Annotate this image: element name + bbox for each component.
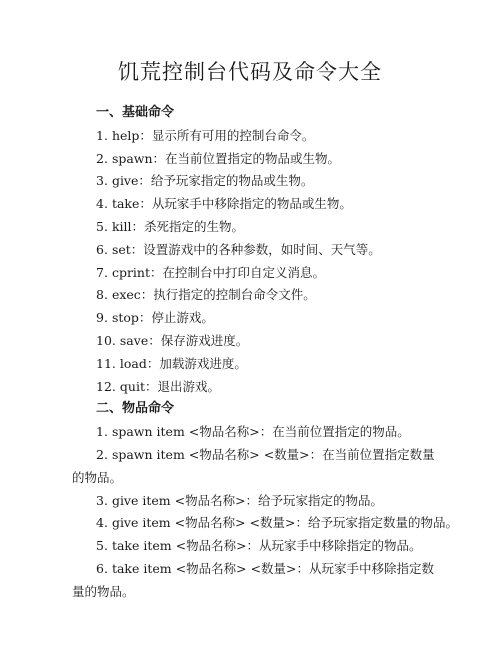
item-text: set：设置游戏中的各种参数，如时间、天气等。 (111, 241, 381, 257)
list-item (72, 239, 440, 262)
item-text: quit：退出游戏。 (119, 378, 220, 394)
item-number: 4. (96, 515, 108, 531)
item-number: 10. (96, 332, 116, 348)
list-item (72, 330, 440, 353)
item-number: 4. (96, 196, 108, 212)
item-number: 7. (96, 264, 108, 280)
item-text: kill：杀死指定的生物。 (111, 218, 245, 234)
list-item (72, 307, 440, 330)
item-text: load：加载游戏进度。 (119, 355, 247, 371)
list-item (72, 353, 440, 376)
list-item (72, 512, 458, 535)
item-number: 1. (96, 127, 108, 143)
item-number: 6. (96, 241, 108, 257)
item-text: spawn：在当前位置指定的物品或生物。 (111, 150, 341, 166)
item-text: save：保存游戏进度。 (119, 332, 249, 348)
list-item (72, 421, 440, 444)
list-item (72, 535, 440, 558)
item-number: 1. (96, 424, 108, 440)
item-text: give：给予玩家指定的物品或生物。 (111, 173, 314, 189)
item-text: take：从玩家手中移除指定的物品或生物。 (111, 196, 352, 212)
item-text: spawn item <物品名称>：在当前位置指定的物品。 (111, 424, 410, 440)
item-text: help：显示所有可用的控制台命令。 (111, 127, 315, 143)
list-item (72, 170, 440, 193)
list-item (0, 444, 440, 490)
list-item (72, 125, 440, 148)
item-number: 6. (96, 560, 108, 576)
item-number: 11. (96, 355, 116, 371)
item-text: stop：停止游戏。 (111, 310, 214, 326)
list-item (72, 148, 440, 171)
item-number: 8. (96, 287, 108, 303)
item-text: cprint：在控制台中打印自定义消息。 (111, 264, 325, 280)
list-item (72, 376, 440, 399)
document-title: 饥荒控制台代码及命令大全 (118, 60, 382, 84)
item-text: give item <物品名称> <数量>：给予玩家指定数量的物品。 (111, 515, 458, 531)
item-number: 2. (96, 446, 108, 462)
item-number: 3. (96, 173, 108, 189)
list-item (72, 490, 440, 513)
section-heading-items: 二、物品命令 (96, 401, 175, 417)
item-number: 5. (96, 218, 108, 234)
item-number: 2. (96, 150, 108, 166)
item-number: 3. (96, 492, 108, 508)
item-number: 12. (96, 378, 116, 394)
list-item (72, 284, 440, 307)
list-item (72, 193, 440, 216)
item-text: take item <物品名称>：从玩家手中移除指定的物品。 (111, 538, 422, 554)
item-text: spawn item <物品名称> <数量>：在当前位置指定数量的物品。 (72, 446, 435, 485)
item-text: take item <物品名称> <数量>：从玩家手中移除指定数量的物品。 (72, 560, 434, 599)
item-number: 9. (96, 310, 108, 326)
section-heading-basic: 一、基础命令 (96, 105, 175, 120)
item-text: give item <物品名称>：给予玩家指定的物品。 (111, 492, 384, 508)
item-text: exec：执行指定的控制台命令文件。 (111, 287, 316, 303)
list-item (72, 262, 440, 285)
list-item (0, 558, 440, 604)
item-number: 5. (96, 538, 108, 554)
list-item (72, 216, 440, 239)
title-spacer (72, 94, 440, 102)
